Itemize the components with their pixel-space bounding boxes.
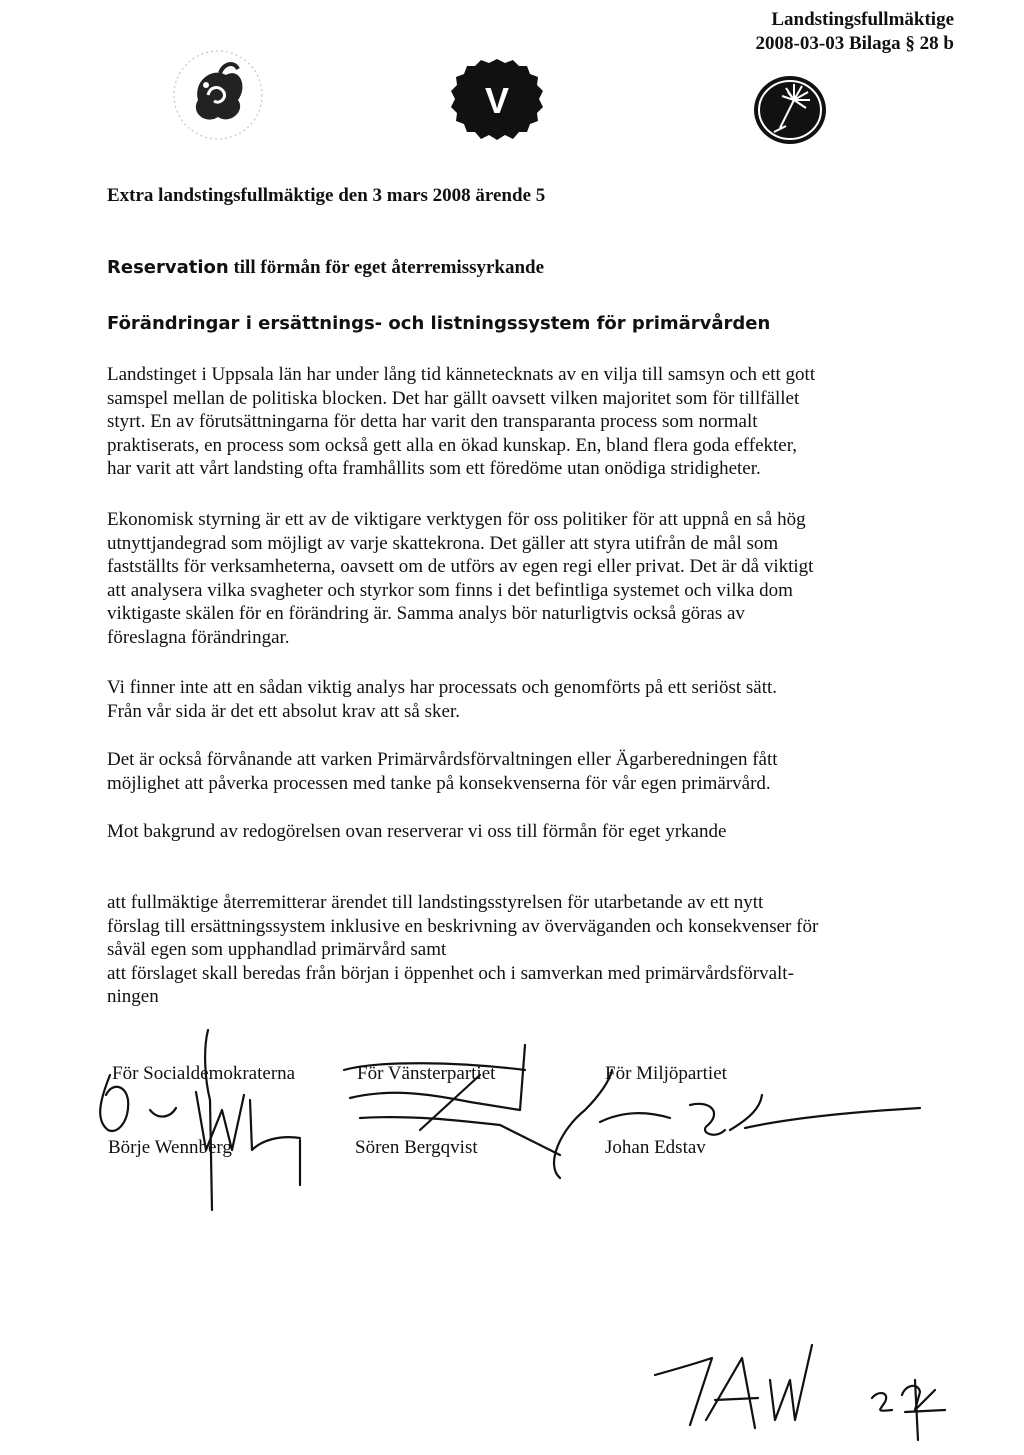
text-line: att förslaget skall beredas från början i öppenhet och i samverkan med primärvårdsförvalt- <box>107 962 794 984</box>
text-line: ningen <box>107 986 159 1007</box>
signature-party-s: För Socialdemokraterna <box>112 1063 296 1084</box>
header-assembly: Landstingsfullmäktige <box>771 9 954 30</box>
document-subtitle: Förändringar i ersättnings- och listningssystem för primärvården <box>107 313 771 334</box>
text-line: praktiserats, en process som också gett alla en ökad kunskap. En, bland flera goda effekter, <box>107 434 798 456</box>
text-line: föreslagna förändringar. <box>107 626 290 648</box>
text-line: Vi finner inte att en sådan viktig analys har processats och genomförts på ett seriöst sätt. <box>107 677 778 698</box>
signature-name-s: Börje Wennberg <box>108 1137 232 1158</box>
signature-party-v: För Vänsterpartiet <box>357 1063 496 1084</box>
text-line: utnyttjandegrad som möjligt av varje skattekrona. Det gäller att styra utifrån de mål som <box>107 532 779 554</box>
text-line: Det är också förvånande att varken Primärvårdsförvaltningen eller Ägarberedningen fått <box>107 749 778 770</box>
text-line: att analysera vilka svagheter och styrkor som finns i det befintliga systemet och vilka dom <box>107 579 793 601</box>
text-line: Landstinget i Uppsala län har under lång tid kännetecknats av en vilja till samsyn och ett gott <box>107 364 816 385</box>
text-line: fastställts för verksamheterna, oavsett om de utförs av egen regi eller privat. Det är då viktigt <box>107 556 814 577</box>
text-line: har varit att vårt landsting ofta framhållits som ett föredöme utan onödiga stridigheter. <box>107 458 761 479</box>
text-line: Från vår sida är det ett absolut krav att så sker. <box>107 700 460 722</box>
text-line: såväl egen som upphandlad primärvård samt <box>107 939 447 960</box>
v-logo-letter: V <box>484 80 510 121</box>
header-date-appendix: 2008-03-03 Bilaga § 28 b <box>755 33 954 54</box>
reservation-rest: till förmån för eget återremissyrkande <box>228 257 545 278</box>
signature-name-v: Sören Bergqvist <box>355 1137 478 1158</box>
signature-party-mp: För Miljöpartiet <box>605 1063 727 1084</box>
reservation-word: Reservation <box>107 257 229 278</box>
text-line: Mot bakgrund av redogörelsen ovan reserverar vi oss till förmån för eget yrkande <box>107 821 727 842</box>
text-line: Ekonomisk styrning är ett av de viktigare verktygen för oss politiker för att uppnå en så hög <box>107 509 806 530</box>
meeting-title: Extra landstingsfullmäktige den 3 mars 2008 ärende 5 <box>107 185 546 206</box>
text-line: samspel mellan de politiska blocken. Det har gällt oavsett vilken majoritet som för tillfället <box>107 387 800 409</box>
signature-name-mp: Johan Edstav <box>605 1137 706 1158</box>
text-line: förslag till ersättningssystem inklusive en beskrivning av överväganden och konsekvenser för <box>107 915 819 937</box>
text-line: viktigaste skälen för en förändring är. Samma analys bör naturligtvis också göras av <box>107 603 745 624</box>
text-line: styrt. En av förutsättningarna för detta har varit den transparanta process som normalt <box>107 411 758 432</box>
text-line: möjlighet att påverka processen med tanke på konsekvenserna för vår egen primärvård. <box>107 772 771 794</box>
text-line: att fullmäktige återremitterar ärendet till landstingsstyrelsen för utarbetande av ett nytt <box>107 892 764 913</box>
